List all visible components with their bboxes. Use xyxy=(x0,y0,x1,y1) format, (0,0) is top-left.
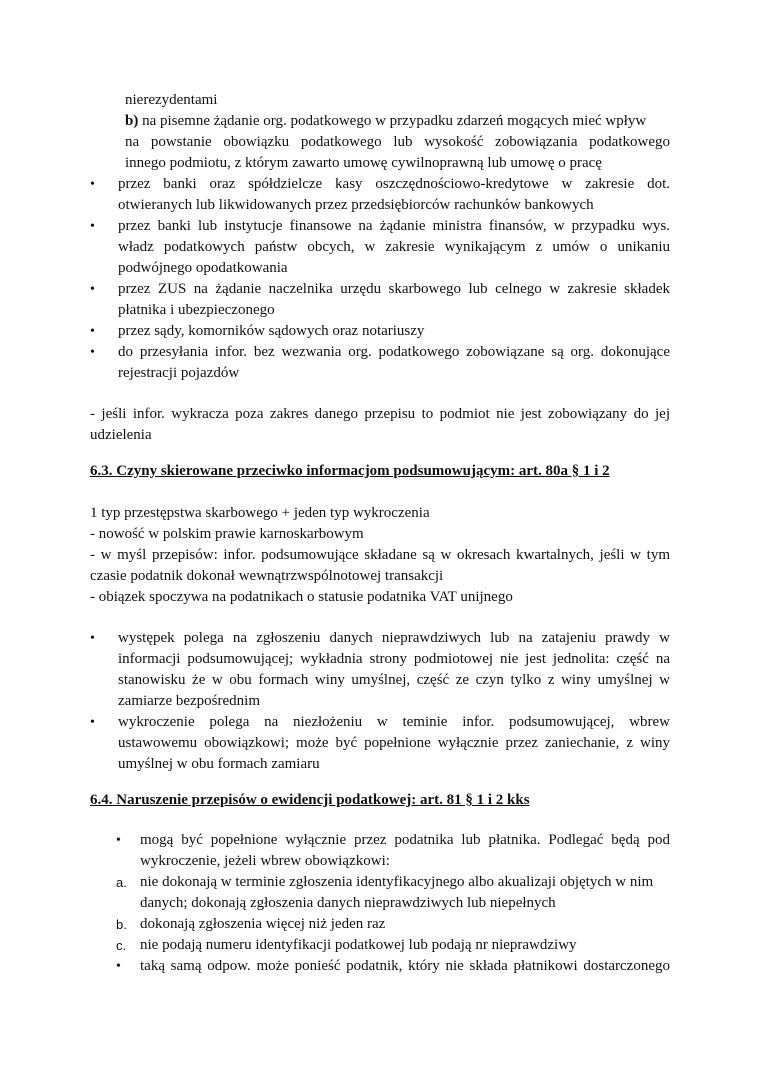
text-line: do przesyłania infor. bez wezwania org. podatkowego zobowiązane są org. dokonujące xyxy=(118,344,670,360)
bullet-icon: • xyxy=(116,959,121,974)
text-line: otwieranych lub likwidowanych przez przedsiębiorców rachunków bankowych xyxy=(118,197,594,213)
list-marker: c. xyxy=(116,938,127,953)
text-line: umyślnej w obu formach zamiaru xyxy=(118,756,320,772)
text-line: zamiarze bezpośrednim xyxy=(118,693,261,709)
text-line: nie dokonają w terminie zgłoszenia identyfikacyjnego albo akualizaji objętych w nim xyxy=(140,874,654,890)
text-line: rejestracji pojazdów xyxy=(118,365,240,381)
text-line: wykroczenie, jeżeli wbrew obowiązkowi: xyxy=(140,853,390,869)
text-line: - jeśli infor. wykracza poza zakres danego przepisu to podmiot nie jest zobowiązany do jej xyxy=(90,406,670,422)
bullet-icon: • xyxy=(90,282,95,297)
section-heading: 6.4. Naruszenie przepisów o ewidencji podatkowej: art. 81 § 1 i 2 kks xyxy=(90,792,530,808)
text-line: danych; dokonają zgłoszenia danych nieprawdziwych lub niepełnych xyxy=(140,895,556,911)
text-line: płatnika i ubezpieczonego xyxy=(118,302,275,318)
text-line: występek polega na zgłoszeniu danych nieprawdziwych lub na zatajeniu prawdy w xyxy=(118,630,670,646)
bullet-icon: • xyxy=(90,715,95,730)
list-marker: a. xyxy=(116,875,127,890)
text-line: przez ZUS na żądanie naczelnika urzędu skarbowego lub celnego w zakresie składek xyxy=(118,281,670,297)
bullet-icon: • xyxy=(90,219,95,234)
text-line: 1 typ przestępstwa skarbowego + jeden typ wykroczenia xyxy=(90,505,430,521)
section-heading: 6.3. Czyny skierowane przeciwko informacjom podsumowującym: art. 80a § 1 i 2 xyxy=(90,463,610,479)
text-line: władz podatkowych państw obcych, w zakresie wynikającym z umów o unikaniu xyxy=(118,239,670,255)
bullet-icon: • xyxy=(90,324,95,339)
list-marker: b. xyxy=(116,917,127,932)
text-line: przez banki oraz spółdzielcze kasy oszczędnościowo-kredytowe w zakresie dot. xyxy=(118,176,670,192)
text-line: udzielenia xyxy=(90,427,152,443)
bullet-icon: • xyxy=(90,177,95,192)
text-line: - w myśl przepisów: infor. podsumowujące składane są w okresach kwartalnych, jeśli w tym xyxy=(90,547,670,563)
text-line: informacji podsumowującej; wykładnia strony podmiotowej nie jest jednolita: część na xyxy=(118,651,670,667)
text-line: mogą być popełnione wyłącznie przez podatnika lub płatnika. Podlegać będą pod xyxy=(140,832,670,848)
text-line: przez sądy, komorników sądowych oraz notariuszy xyxy=(118,323,425,339)
text-line: przez banki lub instytucje finansowe na żądanie ministra finansów, w przypadku wys. xyxy=(118,218,670,234)
bullet-icon: • xyxy=(116,833,121,848)
text-line: dokonają zgłoszenia więcej niż jeden raz xyxy=(140,916,386,932)
text-line xyxy=(125,111,670,132)
text-line: - obiązek spoczywa na podatnikach o statusie podatnika VAT unijnego xyxy=(90,589,513,605)
list-label: b) xyxy=(125,113,139,129)
text-line: na powstanie obowiązku podatkowego lub wysokość zobowiązania podatkowego xyxy=(125,134,670,150)
bullet-icon: • xyxy=(90,345,95,360)
text-line: ustawowemu obowiązkowi; może być popełnione wyłącznie przez zaniechanie, z winy xyxy=(118,735,670,751)
text-line: innego podmiotu, z którym zawarto umowę cywilnoprawną lub umowę o pracę xyxy=(125,155,602,171)
text-line: czasie podatnik dokonał wewnątrzwspólnotowej transakcji xyxy=(90,568,444,584)
text-span: na pisemne żądanie org. podatkowego w przypadku zdarzeń mogących mieć wpływ xyxy=(138,113,647,129)
text-line: nie podają numeru identyfikacji podatkowej lub podają nr nieprawdziwy xyxy=(140,937,577,953)
text-line: wykroczenie polega na niezłożeniu w teminie infor. podsumowującej, wbrew xyxy=(118,714,670,730)
text-line: stanowisku że w obu formach winy umyślnej, część ze czyn tylko z winy umyślnej w xyxy=(118,672,670,688)
text-line: nierezydentami xyxy=(125,92,218,108)
bullet-icon: • xyxy=(90,631,95,646)
text-line: podwójnego opodatkowania xyxy=(118,260,288,276)
text-line: taką samą odpow. może ponieść podatnik, który nie składa płatnikowi dostarczonego xyxy=(140,958,670,974)
text-line: - nowość w polskim prawie karnoskarbowym xyxy=(90,526,364,542)
